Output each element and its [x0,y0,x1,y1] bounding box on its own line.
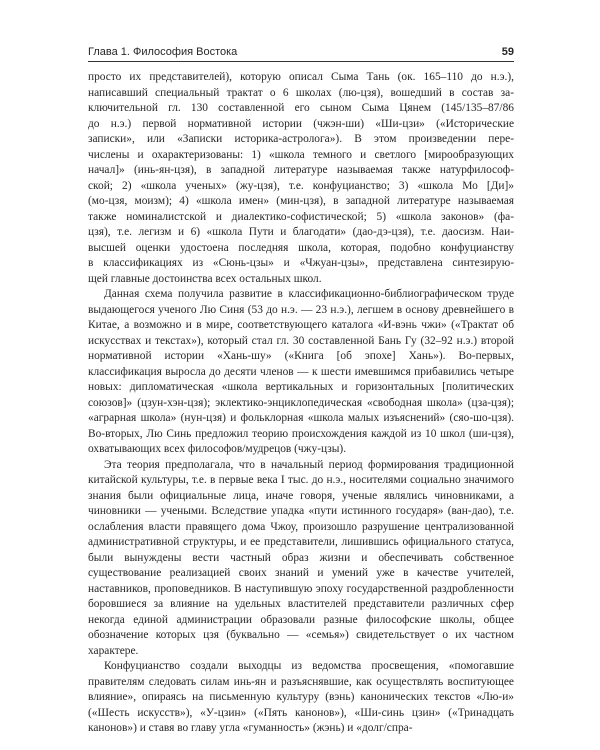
text-line: написавший специальный трактат о 6 школах (лю-цзя), вошедший в состав за- [88,86,514,99]
text-line: записки», или «Записки историка-астролога»). В этом произведении пере- [88,133,514,145]
running-header [88,40,514,62]
text-line: щей главные достоинства всех остальных школ. [88,272,322,285]
text-line: ключительной гл. 130 составленной его сыном Сыма Цянем (145/135–87/86 [88,102,514,114]
text-line: цзя), т.е. легизм и 6) «школа Пути и благодати» (дао-дэ-цзя), т.е. даосизм. Наи- [88,226,514,238]
text-line: ской; 2) «школа ученых» (жу-цзя), т.е. конфуцианство; 3) «школа Мо [Ди]» [88,179,514,192]
chapter-title: Глава 1. Философия Востока [88,46,238,58]
text-line: числены и охарактеризованы: 1) «школа темного и светлого [мирообразующих [88,148,514,161]
text-line: в классификациях из «Сюнь-цзы» и «Чжуан-цзы», представлена синтезирую- [88,257,514,269]
body-text [88,70,514,737]
paragraph-2: Данная схема получила развитие в классификационно-библиографическом труде выдающегося ученого Лю Синя (53 до н.э. — 23 н.э.), легшем в основу древнейшего в Китае, а возможно и в мире, соответствующего каталога «И-вэнь чжи» («Трактат об искусствах и текстах»), который стал гл. 30 составленной Бань Гу (32–92 н.э.) второй нормативной истории «Хань-шу» («Книга [об эпохе] Хань»). Во-первых, классификация выросла до десяти членов — к шести имевшимся прибавились четыре новых: дипломатическая «школа вертикальных и горизонтальных [политических союзов]» (цзун-хэн-цзя); эклектико-энциклопедическая «свободная школа» (цза-цзя); «аграрная школа» (нун-цзя) и фольклорная «школа малых изъяснений» (сяо-шо-цзя). Во-вторых, Лю Синь предложил теорию происхождения каждой из 10 школ (ши-цзя), охватывающих всех философов/мудрецов (чжу-цзы). [88,288,514,455]
text-line: до н.э.) первой нормативной истории (чжэн-ши) «Ши-цзи» («Исторические [88,117,514,130]
page-number: 59 [501,46,514,58]
paragraph-1 [88,70,514,287]
paragraph-4: Конфуцианство создали выходцы из ведомства просвещения, «помогавшие правителям следовать силам инь-ян и разъяснявшие, как осуществлять воспитующее влияние», опираясь на письменную культуру (вэнь) канонических текстов «Лю-и» («Шесть искусств»), «У-цзин» («Пять канонов»), «Ши-синь цзин» («Тринадцать канонов») и ставя во главу угла «гуманность» (жэнь) и «долг/спра- [88,660,514,734]
paragraph-3: Эта теория предполагала, что в начальный период формирования традиционной китайской культуры, т.е. в первые века I тыс. до н.э., носителями социально значимого знания были официальные лица, иначе говоря, ученые являлись чиновниками, а чиновники — учеными. Вследствие упадка «пути истинного государя» (ван-дао), т.е. ослабления власти правящего дома Чжоу, произошло разрушение централизованной административной структуры, и ее представители, лишившись официального статуса, были вынуждены вести частный образ жизни и обеспечивать собственное существование реализацией своих знаний и умений уже в качестве учителей, наставников, проповедников. В наступившую эпоху государственной раздробленности боровшиеся за влияние на удельных властителей представители различных сфер некогда единой администрации образовали разные философские школы, общее обозначение которых цзя (буквально — «семья») свидетельствует о их частном характере. [88,458,514,657]
text-line: начал]» (инь-ян-цзя), в западной литературе называемая также натурфилософ- [88,164,514,176]
text-line: просто их представителей), которую описал Сыма Тань (ок. 165–110 до н.э.), [88,71,514,83]
text-line: (мо-цзя, моизм); 4) «школа имен» (мин-цзя), в западной литературе называемая [88,195,514,207]
text-line: высшей оценки удостоена последняя школа, которая, подобно конфуцианству [88,241,514,254]
text-line: также номиналистской и диалектико-софистической; 5) «школа законов» (фа- [88,210,514,223]
